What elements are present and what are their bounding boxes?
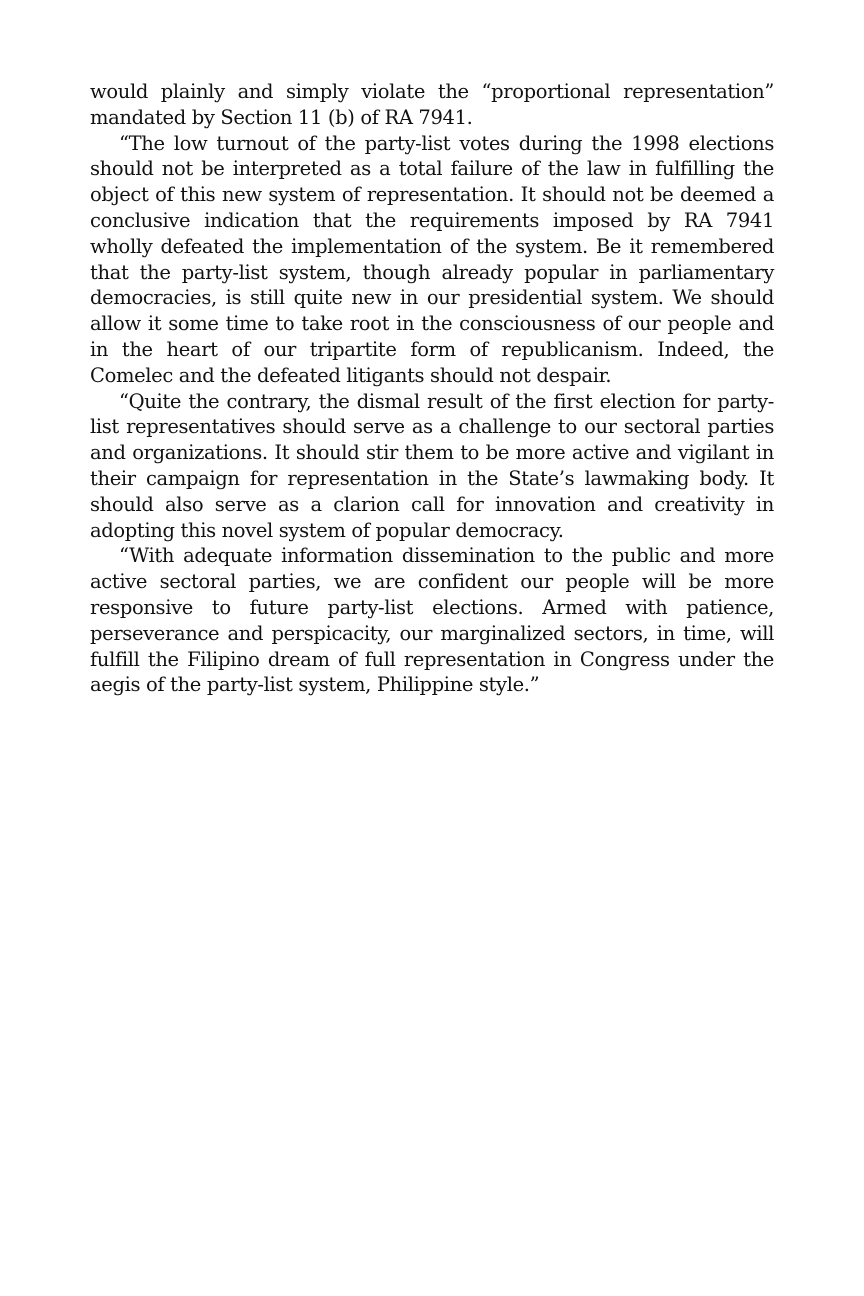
paragraph-continuation: would plainly and simply violate the “proportional representation” mandated by Section 11 (b) of RA 7941.	[90, 80, 774, 129]
paragraph-adequate-information: “With adequate information dissemination to the public and more active sectoral parties, we are confident our people will be more responsive to future party-list elections. Armed with patience, perseverance and perspicacity, our marginalized sectors, in time, will fulfill the Filipino dream of full representation in Congress under the aegis of the party-list system, Philippine style.”	[90, 544, 774, 697]
paragraph-low-turnout: “The low turnout of the party-list votes during the 1998 elections should not be interpreted as a total failure of the law in fulfilling the object of this new system of representation. It should not be deemed a conclusive indication that the requirements imposed by RA 7941 wholly defeated the implementation of the system. Be it remembered that the party-list system, though already popular in parliamentary democracies, is still quite new in our presidential system. We should allow it some time to take root in the consciousness of our people and in the heart of our tripartite form of republicanism. Indeed, the Comelec and the defeated litigants should not despair.	[90, 131, 774, 387]
paragraph-quite-the-contrary: “Quite the contrary, the dismal result of the first election for party-list representatives should serve as a challenge to our sectoral parties and organizations. It should stir them to be more active and vigilant in their campaign for representation in the State’s lawmaking body. It should also serve as a clarion call for innovation and creativity in adopting this novel system of popular democracy.	[90, 389, 774, 542]
document-page	[90, 79, 774, 698]
